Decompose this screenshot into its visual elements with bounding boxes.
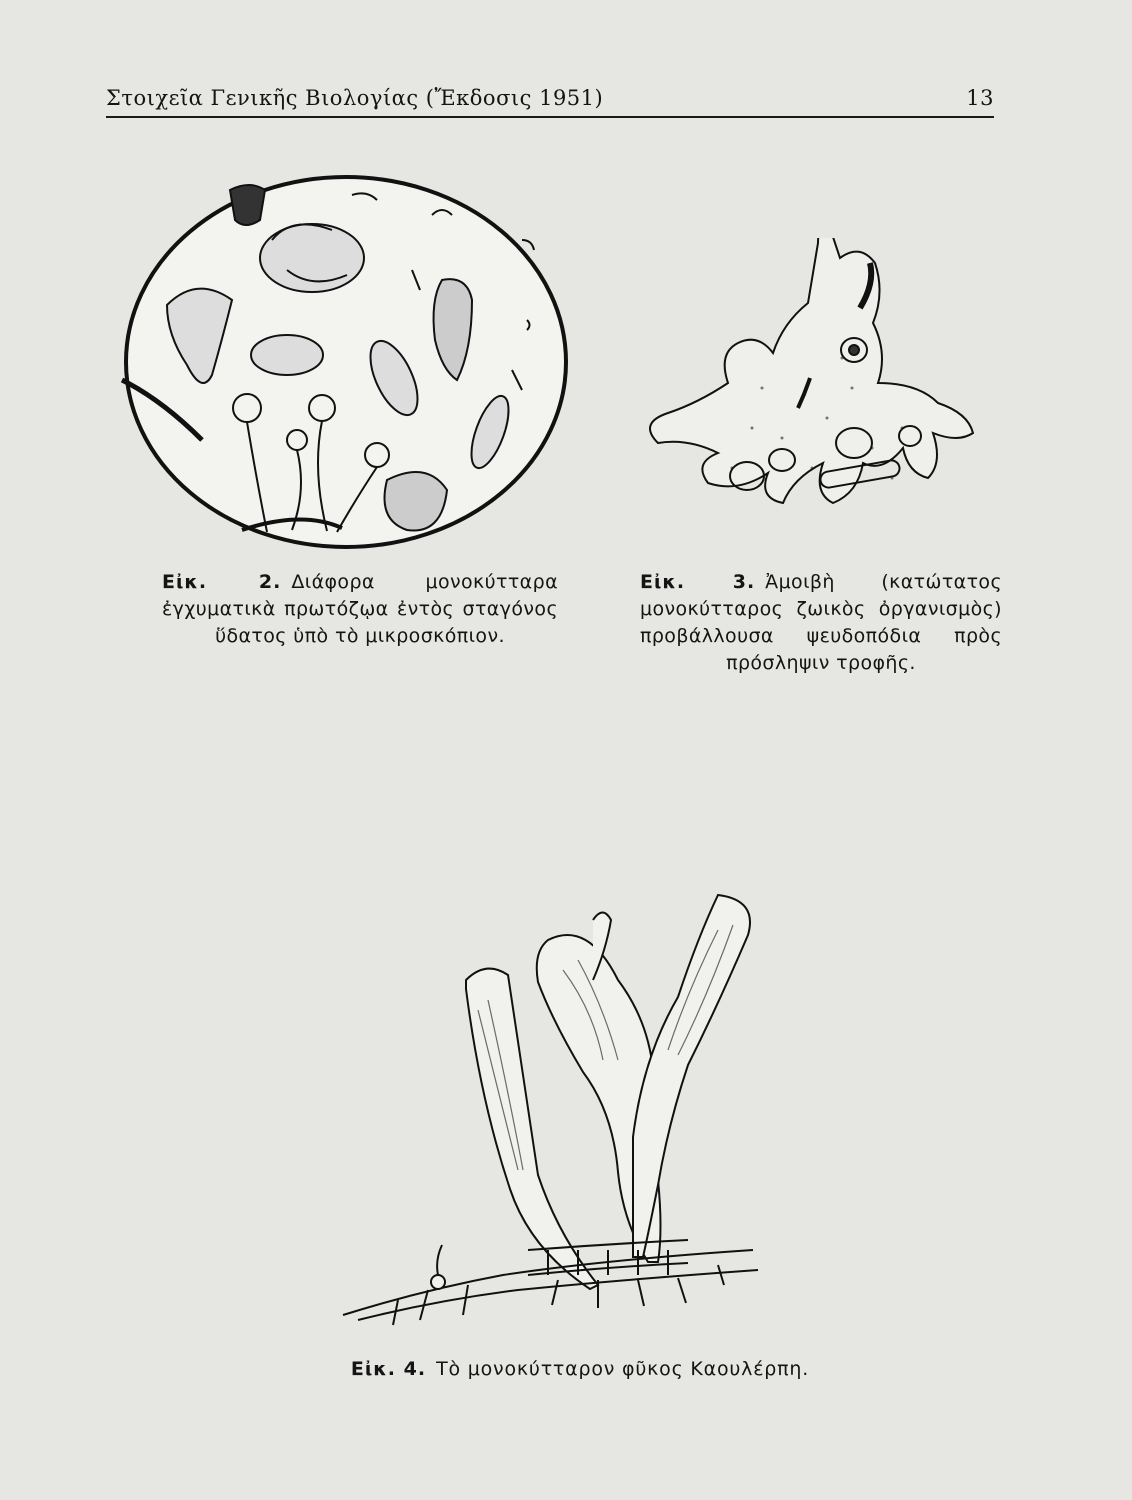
figure-4-label: Εἰκ. 4. bbox=[350, 1358, 427, 1380]
running-header bbox=[106, 86, 994, 118]
figure-4-caulerpa-illustration bbox=[338, 890, 768, 1340]
figure-4-caption-text: Τὸ μονοκύτταρον φῦκος Καουλέρπη. bbox=[436, 1358, 810, 1380]
figure-3-caption bbox=[640, 569, 1002, 677]
figure-2-caption bbox=[162, 569, 558, 650]
figure-3-caption-text: Ἀμοιβὴ (κατώτατος μονοκύτταρος ζωικὸς ὀργανισμὸς) προβάλλουσα ψευδοπόδια πρὸς πρόσληψιν τροφῆς. bbox=[640, 571, 1002, 674]
figure-3-label: Εἰκ. 3. bbox=[640, 571, 756, 593]
figure-2-microscope-illustration bbox=[112, 170, 582, 560]
figure-2-caption-text: Διάφορα μονοκύτταρα ἐγχυματικὰ πρωτόζῳα ἐντὸς σταγόνος ὕδατος ὑπὸ τὸ μικροσκόπιον. bbox=[162, 571, 558, 647]
figure-4-caption bbox=[300, 1356, 860, 1383]
page-number: 13 bbox=[966, 86, 994, 110]
figure-2-label: Εἰκ. 2. bbox=[162, 571, 282, 593]
figure-3-amoeba-illustration bbox=[642, 238, 988, 550]
running-title: Στοιχεῖα Γενικῆς Βιολογίας (Ἔκδοσις 1951) bbox=[106, 86, 604, 110]
